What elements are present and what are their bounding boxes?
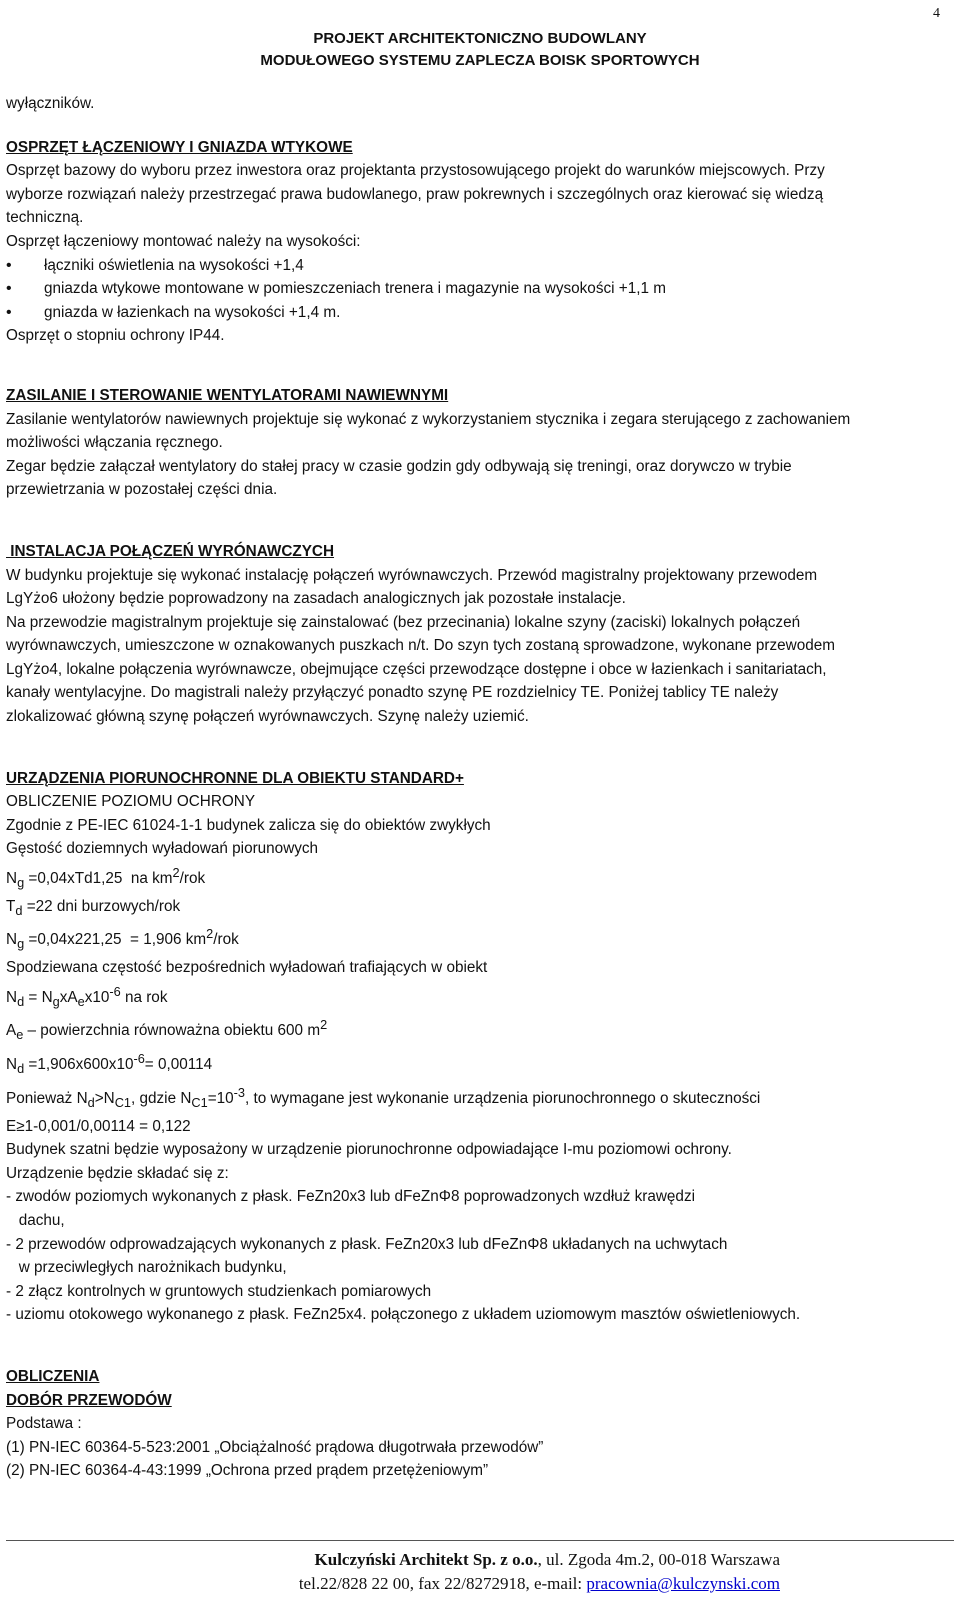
formula-nd: $N_d = N_gxA_ex10^{-6}$ na rok [6,983,168,1009]
paragraph-line: W budynku projektuje się wykonać instalację połączeń wyrównawczych. Przewód magistralny projektowany przewodem [6,566,818,584]
footer-address-line [0,1548,780,1572]
document-body [6,92,941,1483]
footer-email-link[interactable]: pracownia@kulczynski.com [586,1574,780,1593]
paragraph-line: LgYżo6 ułożony będzie poprowadzony na zasadach analogicznych jak pozostałe instalacje. [6,590,626,608]
paragraph-line: zlokalizować główną szynę połączeń wyrównawczych. Szynę należy uziemić. [6,708,529,726]
bullet-item: • gniazda w łazienkach na wysokości +1,4 m. [6,301,941,325]
paragraph-line: przewietrzania w pozostałej części dnia. [6,481,278,499]
formula-comparison: Ponieważ $N_d>N_{C1}$, gdzie $N_{C1}=10^{-3}$, to wymagane jest wykonanie urządzenia piorunochronnego o skuteczności [6,1084,761,1111]
bullet-item: • łączniki oświetlenia na wysokości +1,4 [6,254,941,278]
formula-ng-result: $N_g =0,04x221,25 = 1,906$ $km^2$/rok [6,926,239,952]
reference-item: (1) PN-IEC 60364-5-523:2001 „Obciążalność prądowa długotrwała przewodów” [6,1438,544,1456]
paragraph-line: Gęstość doziemnych wyładowań piorunowych [6,840,319,858]
paragraph-line: Osprzęt bazowy do wyboru przez inwestora oraz projektanta przystosowującego projekt do warunków miejscowych. Przy [6,162,825,180]
footer-divider [6,1540,954,1541]
paragraph-line: Podstawa : [6,1415,82,1433]
paragraph-line: Osprzęt o stopniu ochrony IP44. [6,327,225,345]
header-line-2: MODUŁOWEGO SYSTEMU ZAPLECZA BOISK SPORTOWYCH [260,52,700,69]
paragraph-line: Na przewodzie magistralnym projektuje się zainstalować (bez przecinania) lokalne szyny (zaciski) lokalnych połączeń [6,613,801,631]
paragraph-line: techniczną. [6,209,84,227]
footer-company: Kulczyński Architekt Sp. z o.o. [314,1550,538,1569]
formula-td: $T_d =22$ dni burzowych/rok [6,897,181,918]
section-heading-dobor: DOBÓR PRZEWODÓW [6,1391,172,1409]
section-heading-piorun: URZĄDZENIA PIORUNOCHRONNE DLA OBIEKTU STANDARD+ [6,769,464,787]
footer-contact-line [0,1572,780,1596]
reference-item: (2) PN-IEC 60364-4-43:1999 „Ochrona przed prądem przetężeniowym” [6,1462,489,1480]
paragraph-line: OBLICZENIE POZIOMU OCHRONY [6,793,256,811]
document-header [0,28,960,72]
formula-ae: $A_e$ – powierzchnia równoważna obiektu 600 $m^2$ [6,1017,328,1043]
paragraph-line: Urządzenie będzie składać się z: [6,1164,229,1182]
paragraph-line: wyrównawczych, umieszczone w oznakowanych puszkach n/t. Do szyn tych zostaną sprowadzone, wykonane przewodem [6,637,835,655]
list-item: - zwodów poziomych wykonanych z płask. FeZn20x3 lub dFeZnΦ8 poprowadzonych wzdłuż krawędzi [6,1188,695,1206]
document-footer [0,1548,960,1596]
paragraph-line: E≥1-0,001/0,00114 = 0,122 [6,1117,191,1135]
paragraph-line: Zegar będzie załączał wentylatory do stałej pracy w czasie godzin gdy odbywają się treningi, oraz dorywczo w trybie [6,457,792,475]
header-line-1: PROJEKT ARCHITEKTONICZNO BUDOWLANY [313,30,647,47]
section-heading-zasilanie: ZASILANIE I STEROWANIE WENTYLATORAMI NAWIEWNYMI [6,386,449,404]
page-number: 4 [933,6,940,21]
formula-ng: $N_g =0,04xTd1,25$ na $km^2$/rok [6,865,206,891]
continuation-text: wyłączników. [6,95,95,112]
list-item: - uziomu otokowego wykonanego z płask. FeZn25x4. połączonego z układem uziomowym masztów oświetleniowych. [6,1306,801,1324]
bullet-item: • gniazda wtykowe montowane w pomieszczeniach trenera i magazynie na wysokości +1,1 m [6,277,941,301]
list-item-continuation: w przeciwległych narożnikach budynku, [6,1259,287,1277]
paragraph-line: Osprzęt łączeniowy montować należy na wysokości: [6,232,361,250]
footer-address: , ul. Zgoda 4m.2, 00-018 Warszawa [537,1550,780,1569]
paragraph-line: możliwości włączania ręcznego. [6,434,223,452]
section-heading-instalacja: INSTALACJA POŁĄCZEŃ WYRÓNAWCZYCH [6,542,335,560]
paragraph-line: kanały wentylacyjne. Do magistrali należy przyłączyć ponadto szynę PE rozdzielnicy TE. Poniżej tablicy TE należy [6,684,779,702]
formula-nd-result: $N_d =1,906x600x10^{-6}= 0,00114$ [6,1051,213,1077]
paragraph-line: Zgodnie z PE-IEC 61024-1-1 budynek zalicza się do obiektów zwykłych [6,816,491,834]
paragraph-line: Budynek szatni będzie wyposażony w urządzenie piorunochronne odpowiadające I-mu poziomowi ochrony. [6,1141,732,1159]
list-item-continuation: dachu, [6,1212,65,1230]
paragraph-line: Spodziewana częstość bezpośrednich wyładowań trafiających w obiekt [6,959,488,977]
list-item: - 2 przewodów odprowadzających wykonanych z płask. FeZn20x3 lub dFeZnΦ8 układanych na uchwytach [6,1235,728,1253]
section-heading-osprzet: OSPRZĘT ŁĄCZENIOWY I GNIAZDA WTYKOWE [6,138,353,156]
paragraph-line: LgYżo4, lokalne połączenia wyrównawcze, obejmujące części przewodzące dostępne i obce w łazienkach i sanitariatach, [6,660,827,678]
paragraph-line: wyborze rozwiązań należy przestrzegać prawa budowlanego, praw pokrewnych i szczególnych oraz kierować się wiedzą [6,185,824,203]
paragraph-line: Zasilanie wentylatorów nawiewnych projektuje się wykonać z wykorzystaniem stycznika i zegara sterującego z zachowaniem [6,410,851,428]
footer-contact: tel.22/828 22 00, fax 22/8272918, e-mail: [298,1574,587,1593]
list-item: - 2 złącz kontrolnych w gruntowych studzienkach pomiarowych [6,1282,432,1300]
section-heading-obliczenia: OBLICZENIA [6,1368,100,1386]
